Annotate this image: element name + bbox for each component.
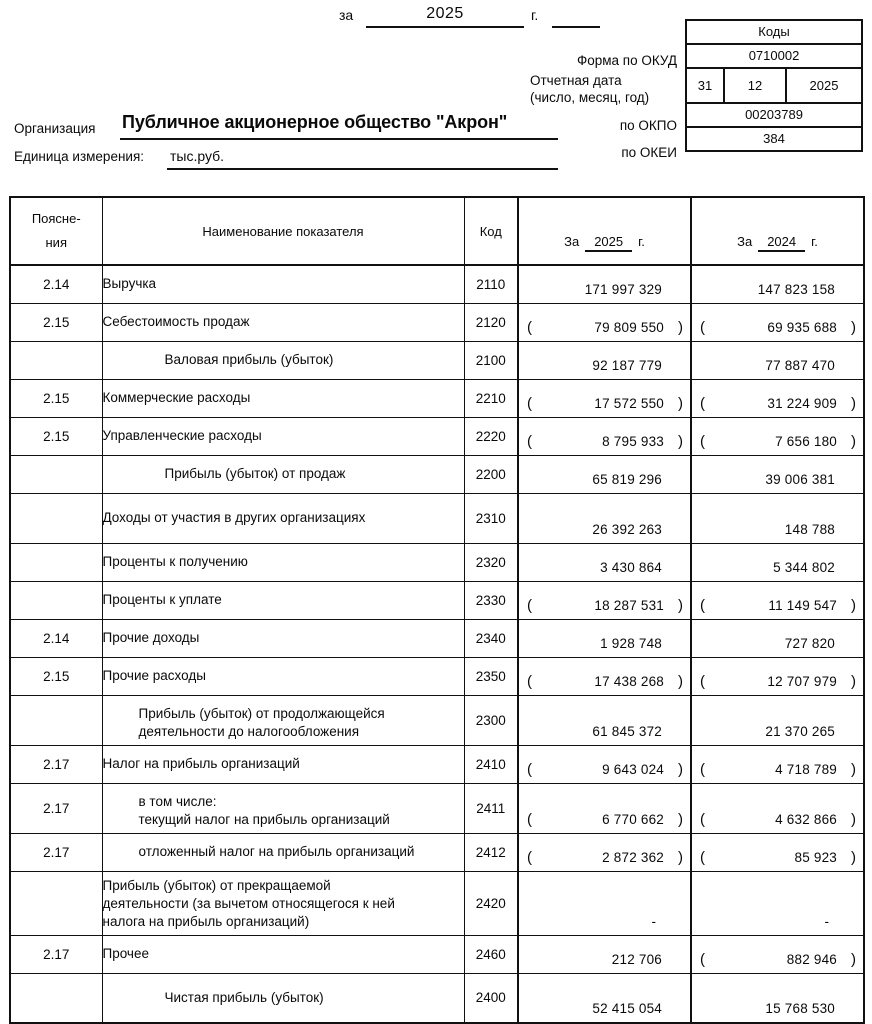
row-current-period-value-inner <box>519 913 690 931</box>
unit-of-measure-value: тыс.руб. <box>170 148 225 164</box>
negative-paren-close: ) <box>678 596 683 614</box>
row-indicator-name-cell <box>102 695 464 745</box>
table-row <box>10 265 864 303</box>
period-year-rule <box>366 26 524 28</box>
codes-row-okud <box>687 45 861 69</box>
row-previous-period-value <box>691 265 864 303</box>
row-indicator-name-cell <box>102 379 464 417</box>
codes-row-title <box>687 21 861 45</box>
row-current-period-value-inner <box>519 281 690 299</box>
negative-paren-close: ) <box>678 432 683 450</box>
row-current-period-value-number: 9 643 024 <box>602 761 664 777</box>
row-indicator-name-line: Себестоимость продаж <box>102 313 250 329</box>
row-code-cell: 2411 <box>464 783 518 833</box>
row-previous-period-value-number: 147 823 158 <box>757 281 835 297</box>
row-explanation-cell <box>10 973 102 1023</box>
row-explanation-cell: 2.17 <box>10 833 102 871</box>
row-current-period-value-inner <box>519 1000 690 1018</box>
row-current-period-value-number: 79 809 550 <box>594 319 664 335</box>
row-indicator-name-cell <box>102 935 464 973</box>
row-current-period-value-number: 18 287 531 <box>594 597 664 613</box>
row-current-period-value-inner <box>519 357 690 375</box>
negative-paren-close: ) <box>678 760 683 778</box>
row-current-period-value-inner <box>519 433 690 451</box>
row-previous-period-value-inner <box>692 1000 863 1018</box>
row-code-cell: 2460 <box>464 935 518 973</box>
table-row <box>10 657 864 695</box>
row-previous-period-value-inner <box>692 521 863 539</box>
column-header-explanations-line1: Поясне- <box>31 210 81 226</box>
row-current-period-value <box>518 303 691 341</box>
label-report-date-line2 <box>455 90 677 105</box>
negative-paren-open: ( <box>527 596 532 614</box>
negative-paren-open: ( <box>527 394 532 412</box>
negative-paren-open: ( <box>700 432 705 450</box>
row-current-period-value <box>518 265 691 303</box>
row-indicator-name-cell <box>102 745 464 783</box>
row-previous-period-value-number: 31 224 909 <box>767 395 837 411</box>
row-current-period-value <box>518 619 691 657</box>
row-code-cell: 2330 <box>464 581 518 619</box>
row-explanation-cell: 2.15 <box>10 417 102 455</box>
row-previous-period-value <box>691 783 864 833</box>
row-previous-period-value-dash: - <box>824 913 829 929</box>
row-code-cell: 2320 <box>464 543 518 581</box>
row-current-period-value-inner <box>519 395 690 413</box>
table-row <box>10 455 864 493</box>
column-header-previous-period <box>691 197 864 265</box>
codes-date-day: 31 <box>687 69 725 102</box>
row-current-period-value-inner <box>519 559 690 577</box>
row-previous-period-value-inner <box>692 433 863 451</box>
row-indicator-name-cell <box>102 833 464 871</box>
row-explanation-cell: 2.14 <box>10 265 102 303</box>
row-indicator-name-line: Валовая прибыль (убыток) <box>164 351 334 367</box>
row-current-period-value-number: 65 819 296 <box>592 471 662 487</box>
negative-paren-open: ( <box>527 318 532 336</box>
table-row <box>10 493 864 543</box>
row-current-period-value <box>518 417 691 455</box>
codes-title: Коды <box>758 24 790 39</box>
unit-of-measure-rule <box>167 168 558 170</box>
row-previous-period-value <box>691 657 864 695</box>
table-row <box>10 695 864 745</box>
row-previous-period-value-inner <box>692 913 863 931</box>
negative-paren-close: ) <box>851 596 856 614</box>
row-indicator-name-line: Управленческие расходы <box>102 427 262 443</box>
row-current-period-value <box>518 973 691 1023</box>
row-current-period-value-number: 212 706 <box>611 951 662 967</box>
row-indicator-name-cell <box>102 543 464 581</box>
row-current-period-value <box>518 695 691 745</box>
negative-paren-open: ( <box>700 672 705 690</box>
row-indicator-name-cell <box>102 265 464 303</box>
row-current-period-value-inner <box>519 471 690 489</box>
row-previous-period-value-number: 39 006 381 <box>765 471 835 487</box>
row-previous-period-value-inner <box>692 635 863 653</box>
row-current-period-value <box>518 543 691 581</box>
negative-paren-close: ) <box>678 394 683 412</box>
row-explanation-cell <box>10 581 102 619</box>
row-current-period-value <box>518 935 691 973</box>
organization-rule <box>120 138 558 140</box>
negative-paren-open: ( <box>700 760 705 778</box>
negative-paren-close: ) <box>678 848 683 866</box>
table-row <box>10 871 864 935</box>
row-current-period-value-number: 2 872 362 <box>602 849 664 865</box>
current-period-year: 2025 <box>585 234 632 252</box>
negative-paren-open: ( <box>700 596 705 614</box>
column-header-current-period-inner <box>519 234 690 252</box>
current-period-suffix: г. <box>638 234 645 249</box>
row-indicator-name-line: Выручка <box>102 276 157 292</box>
period-suffix-rule <box>552 26 600 28</box>
negative-paren-close: ) <box>851 432 856 450</box>
label-report-date-line1 <box>455 73 677 88</box>
row-previous-period-value-number: 7 656 180 <box>775 433 837 449</box>
row-indicator-name-line: Прочие доходы <box>102 629 200 645</box>
row-explanation-cell <box>10 341 102 379</box>
row-previous-period-value-inner <box>692 319 863 337</box>
codes-date-month: 12 <box>725 69 787 102</box>
row-code-cell: 2110 <box>464 265 518 303</box>
row-explanation-cell <box>10 493 102 543</box>
period-year-value: 2025 <box>426 5 464 22</box>
row-explanation-cell: 2.15 <box>10 379 102 417</box>
row-code-cell: 2300 <box>464 695 518 745</box>
row-current-period-value <box>518 379 691 417</box>
previous-period-year: 2024 <box>758 234 805 252</box>
negative-paren-open: ( <box>527 432 532 450</box>
row-indicator-name-line: деятельности (за вычетом относящегося к ней <box>102 896 395 912</box>
row-indicator-name-line: Доходы от участия в других организациях <box>102 509 366 525</box>
row-previous-period-value-number: 12 707 979 <box>767 673 837 689</box>
row-previous-period-value-number: 882 946 <box>786 951 837 967</box>
row-current-period-value-number: 17 572 550 <box>594 395 664 411</box>
row-code-cell: 2210 <box>464 379 518 417</box>
row-current-period-value-number: 171 997 329 <box>584 281 662 297</box>
row-previous-period-value-inner <box>692 395 863 413</box>
row-indicator-name-cell <box>102 341 464 379</box>
row-current-period-value-inner <box>519 635 690 653</box>
row-current-period-value <box>518 657 691 695</box>
table-row <box>10 581 864 619</box>
row-previous-period-value <box>691 871 864 935</box>
row-current-period-value-number: 26 392 263 <box>592 521 662 537</box>
row-explanation-cell: 2.15 <box>10 657 102 695</box>
row-code-cell: 2220 <box>464 417 518 455</box>
row-previous-period-value-number: 5 344 802 <box>773 559 835 575</box>
row-current-period-value-dash: - <box>651 913 656 929</box>
table-row <box>10 833 864 871</box>
row-previous-period-value <box>691 833 864 871</box>
row-code-cell: 2420 <box>464 871 518 935</box>
label-okpo: по ОКПО <box>619 118 677 133</box>
row-previous-period-value <box>691 493 864 543</box>
row-previous-period-value-inner <box>692 471 863 489</box>
codes-row-okpo <box>687 104 861 128</box>
negative-paren-close: ) <box>678 810 683 828</box>
row-code-cell: 2310 <box>464 493 518 543</box>
row-previous-period-value <box>691 341 864 379</box>
row-code-cell: 2412 <box>464 833 518 871</box>
row-current-period-value-inner <box>519 673 690 691</box>
row-indicator-name-cell <box>102 871 464 935</box>
row-current-period-value-number: 3 430 864 <box>600 559 662 575</box>
row-previous-period-value <box>691 619 864 657</box>
row-indicator-name-line: Прибыль (убыток) от продаж <box>164 465 346 481</box>
label-okud: Форма по ОКУД <box>576 53 677 68</box>
column-header-indicator-name: Наименование показателя <box>102 197 464 265</box>
row-indicator-name-cell <box>102 619 464 657</box>
row-previous-period-value <box>691 455 864 493</box>
row-previous-period-value-inner <box>692 357 863 375</box>
current-period-prefix: За <box>564 234 580 249</box>
previous-period-prefix: За <box>737 234 753 249</box>
financial-results-table-wrap <box>9 196 863 1024</box>
row-explanation-cell <box>10 871 102 935</box>
row-current-period-value-inner <box>519 521 690 539</box>
row-previous-period-value <box>691 543 864 581</box>
row-previous-period-value-number: 69 935 688 <box>767 319 837 335</box>
row-indicator-name-cell <box>102 417 464 455</box>
row-indicator-name-line: Коммерческие расходы <box>102 389 251 405</box>
row-current-period-value-number: 17 438 268 <box>594 673 664 689</box>
row-previous-period-value-inner <box>692 673 863 691</box>
row-indicator-name-line: Прибыль (убыток) от прекращаемой <box>102 877 331 893</box>
table-row <box>10 341 864 379</box>
row-previous-period-value-number: 727 820 <box>784 635 835 651</box>
row-current-period-value-number: 52 415 054 <box>592 1001 662 1016</box>
row-explanation-cell: 2.17 <box>10 783 102 833</box>
negative-paren-close: ) <box>678 318 683 336</box>
negative-paren-open: ( <box>700 810 705 828</box>
row-code-cell: 2400 <box>464 973 518 1023</box>
codes-date-year: 2025 <box>809 78 839 93</box>
row-indicator-name-line: Прочее <box>102 945 149 961</box>
row-current-period-value-inner <box>519 597 690 615</box>
table-row <box>10 745 864 783</box>
table-row <box>10 303 864 341</box>
row-current-period-value-inner <box>519 849 690 867</box>
row-indicator-name-cell <box>102 493 464 543</box>
table-row <box>10 783 864 833</box>
negative-paren-close: ) <box>851 318 856 336</box>
row-previous-period-value-inner <box>692 281 863 299</box>
row-explanation-cell: 2.14 <box>10 619 102 657</box>
negative-paren-close: ) <box>851 672 856 690</box>
unit-of-measure-label: Единица измерения: <box>14 149 145 164</box>
row-previous-period-value <box>691 935 864 973</box>
table-row <box>10 379 864 417</box>
row-code-cell: 2100 <box>464 341 518 379</box>
row-current-period-value <box>518 745 691 783</box>
row-current-period-value-inner <box>519 811 690 829</box>
row-current-period-value-number: 8 795 933 <box>602 433 664 449</box>
row-previous-period-value <box>691 695 864 745</box>
row-current-period-value-inner <box>519 761 690 779</box>
row-indicator-name-line: деятельности до налогообложения <box>138 724 360 740</box>
row-explanation-cell <box>10 695 102 745</box>
row-indicator-name-line: налога на прибыль организаций) <box>102 914 310 930</box>
column-header-explanations <box>10 197 102 265</box>
row-explanation-cell: 2.17 <box>10 745 102 783</box>
row-indicator-name-cell <box>102 581 464 619</box>
row-indicator-name-cell <box>102 783 464 833</box>
row-current-period-value-inner <box>519 723 690 741</box>
negative-paren-open: ( <box>700 950 705 968</box>
row-indicator-name-line: Прочие расходы <box>102 667 206 683</box>
negative-paren-close: ) <box>851 394 856 412</box>
row-previous-period-value <box>691 379 864 417</box>
row-indicator-name-line: Налог на прибыль организаций <box>102 755 300 771</box>
row-previous-period-value-number: 11 149 547 <box>768 597 837 613</box>
row-current-period-value-number: 61 845 372 <box>592 723 662 739</box>
row-explanation-cell <box>10 455 102 493</box>
row-current-period-value <box>518 783 691 833</box>
row-previous-period-value-number: 85 923 <box>794 849 837 865</box>
negative-paren-close: ) <box>851 848 856 866</box>
row-explanation-cell: 2.15 <box>10 303 102 341</box>
negative-paren-close: ) <box>851 950 856 968</box>
row-indicator-name-cell <box>102 303 464 341</box>
row-previous-period-value-number: 4 718 789 <box>775 761 837 777</box>
row-code-cell: 2120 <box>464 303 518 341</box>
negative-paren-open: ( <box>527 810 532 828</box>
codes-row-okei <box>687 128 861 150</box>
negative-paren-close: ) <box>851 810 856 828</box>
negative-paren-open: ( <box>527 760 532 778</box>
period-suffix-label: г. <box>531 7 539 23</box>
column-header-explanations-line2: ния <box>45 235 67 250</box>
table-row <box>10 973 864 1023</box>
table-row <box>10 417 864 455</box>
negative-paren-open: ( <box>527 848 532 866</box>
row-previous-period-value-inner <box>692 811 863 829</box>
row-current-period-value-number: 1 928 748 <box>600 635 662 651</box>
row-indicator-name-line: Прибыль (убыток) от продолжающейся <box>138 706 385 722</box>
label-okei: по ОКЕИ <box>621 145 677 160</box>
negative-paren-open: ( <box>700 318 705 336</box>
column-header-code: Код <box>464 197 518 265</box>
codes-okpo-value: 00203789 <box>745 107 803 122</box>
row-indicator-name-line: текущий налог на прибыль организаций <box>138 812 390 828</box>
row-code-cell: 2410 <box>464 745 518 783</box>
row-previous-period-value-number: 77 887 470 <box>765 357 835 373</box>
table-row <box>10 543 864 581</box>
row-code-cell: 2340 <box>464 619 518 657</box>
label-report-date-line1-text: Отчетная дата <box>530 73 622 88</box>
row-previous-period-value-inner <box>692 761 863 779</box>
row-previous-period-value-number: 4 632 866 <box>775 811 837 827</box>
row-indicator-name-line: Проценты к получению <box>102 553 248 569</box>
row-previous-period-value-inner <box>692 723 863 741</box>
row-indicator-name-cell <box>102 973 464 1023</box>
row-indicator-name-line: Чистая прибыль (убыток) <box>164 989 324 1005</box>
row-previous-period-value <box>691 973 864 1023</box>
organization-label: Организация <box>14 121 96 136</box>
negative-paren-open: ( <box>700 848 705 866</box>
row-explanation-cell: 2.17 <box>10 935 102 973</box>
row-current-period-value-number: 6 770 662 <box>602 811 664 827</box>
row-indicator-name-cell <box>102 455 464 493</box>
row-previous-period-value-number: 15 768 530 <box>765 1001 835 1016</box>
row-code-cell: 2350 <box>464 657 518 695</box>
row-code-cell: 2200 <box>464 455 518 493</box>
codes-okei-value: 384 <box>763 131 785 146</box>
table-row <box>10 619 864 657</box>
row-current-period-value <box>518 493 691 543</box>
row-current-period-value <box>518 833 691 871</box>
row-previous-period-value-number: 21 370 265 <box>765 723 835 739</box>
financial-results-table <box>9 196 865 1024</box>
negative-paren-close: ) <box>851 760 856 778</box>
negative-paren-open: ( <box>700 394 705 412</box>
table-row <box>10 935 864 973</box>
row-current-period-value <box>518 871 691 935</box>
table-header-row <box>10 197 864 265</box>
row-previous-period-value-number: 148 788 <box>784 521 835 537</box>
negative-paren-open: ( <box>527 672 532 690</box>
row-current-period-value-inner <box>519 319 690 337</box>
row-previous-period-value-inner <box>692 597 863 615</box>
row-previous-period-value <box>691 417 864 455</box>
codes-okud-value: 0710002 <box>748 48 800 63</box>
row-current-period-value-number: 92 187 779 <box>592 357 662 373</box>
row-previous-period-value-inner <box>692 849 863 867</box>
label-report-date-line2-text: (число, месяц, год) <box>530 90 650 105</box>
codes-box <box>685 19 863 152</box>
negative-paren-close: ) <box>678 672 683 690</box>
previous-period-suffix: г. <box>811 234 818 249</box>
row-indicator-name-cell <box>102 657 464 695</box>
column-header-current-period <box>518 197 691 265</box>
row-current-period-value <box>518 455 691 493</box>
row-previous-period-value-inner <box>692 951 863 969</box>
period-prefix-label: за <box>339 7 354 23</box>
row-indicator-name-line: Проценты к уплате <box>102 591 222 607</box>
row-current-period-value <box>518 341 691 379</box>
row-indicator-name-line: в том числе: <box>138 794 217 810</box>
column-header-previous-period-inner <box>692 234 863 252</box>
row-previous-period-value-inner <box>692 559 863 577</box>
row-indicator-name-line: отложенный налог на прибыль организаций <box>138 843 415 859</box>
codes-row-date <box>687 69 861 104</box>
table-body <box>10 265 864 1023</box>
row-current-period-value <box>518 581 691 619</box>
row-explanation-cell <box>10 543 102 581</box>
row-previous-period-value <box>691 581 864 619</box>
row-previous-period-value <box>691 303 864 341</box>
row-previous-period-value <box>691 745 864 783</box>
organization-name: Публичное акционерное общество "Акрон" <box>122 112 508 132</box>
row-current-period-value-inner <box>519 951 690 969</box>
